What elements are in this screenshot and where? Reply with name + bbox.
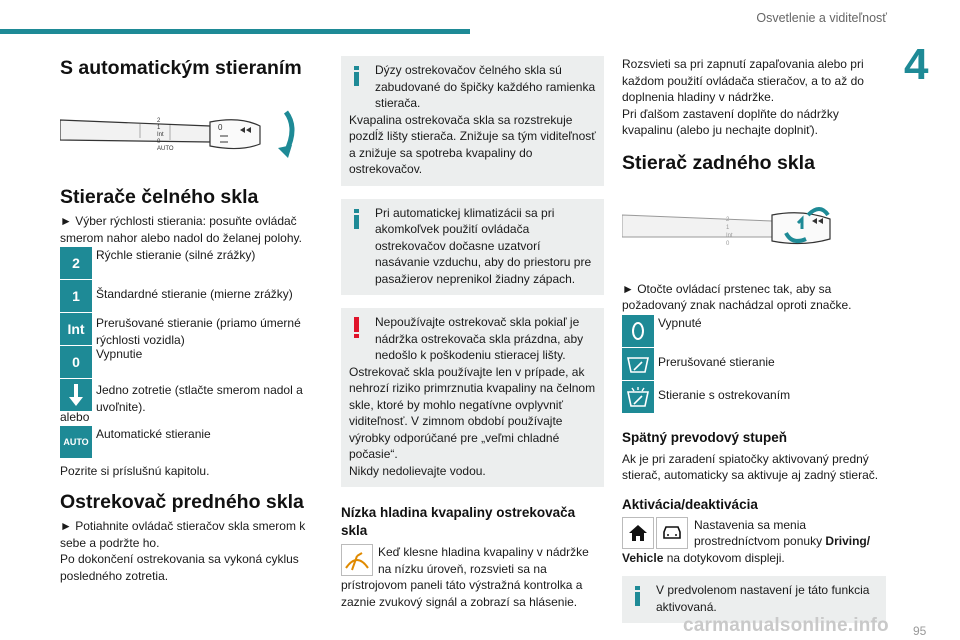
- warning-last: Nikdy nedolievajte vodou.: [349, 463, 486, 478]
- svg-text:2: 2: [726, 216, 730, 223]
- speed-1-icon: 1: [60, 280, 92, 312]
- front-wipers-intro: ► Výber rýchlosti stierania: posuňte ovládač smerom nahor alebo nadol do želanej polohy.: [60, 214, 302, 245]
- heading-activation: Aktivácia/deaktivácia: [622, 496, 758, 512]
- note-nozzles-rest: Kvapalina ostrekovača skla sa rozstrekuje pozdĺž lišty stierača. Znižuje sa tým viditeľnosť a znižuje sa spotreba kvapaliny do ostrekovačov.: [349, 112, 596, 176]
- low-washer-fluid-icon: [341, 544, 373, 576]
- speed-2-icon: 2: [60, 247, 92, 279]
- speed-int-text: Prerušované stieranie (priamo úmerné rýchlosti vozidla): [96, 316, 301, 347]
- indicator-text-2: Pri ďalšom zastavení doplňte do nádržky kvapalinu (alebo ju nechajte doplniť).: [622, 106, 839, 137]
- wiper-stalk-illustration: [60, 92, 312, 174]
- info-note-nozzles: [341, 56, 604, 186]
- auto-icon: AUTO: [60, 426, 92, 458]
- warning-rest: Ostrekovač skla používajte len v prípade, ak nehrozí riziko primrznutia kvapaliny na čelnom skle, ktoré by mohlo negatívne ovplyvniť viditeľnosť. V zimnom období používajte výrobky odporúčané pre „veľmi chladné počasie“.: [349, 364, 596, 461]
- svg-text:2: 2: [157, 118, 161, 124]
- low-fluid-text: Keď klesne hladina kvapaliny v nádržke na nízku úroveň, rozsvieti sa na prístrojovom paneli táto výstražná kontrolka a zaznie zvukový signál a zobrazí sa hlásenie.: [341, 545, 589, 609]
- info-icon: [627, 584, 649, 608]
- speed-row-1: [60, 280, 312, 312]
- intermittent-wiper-icon: [622, 348, 654, 380]
- note-climate-text: Pri automatickej klimatizácii sa pri akomkoľvek použití ovládača ostrekovačov dočasne uzatvorí nasávanie vzduchu, aby do priestoru pre pasažierov neprenikol žiadny zápach.: [375, 205, 592, 286]
- speed-0-icon: 0: [60, 346, 92, 378]
- note-default-text: V predvolenom nastavení je táto funkcia aktivovaná.: [656, 583, 870, 614]
- speed-row-int: [60, 313, 312, 348]
- off-icon: [622, 315, 654, 347]
- rear-row-intermittent: [622, 348, 886, 380]
- rear-intermittent-text: Prerušované stieranie: [658, 354, 775, 369]
- watermark: carmanualsonline.info: [683, 615, 889, 636]
- info-icon: [346, 207, 368, 231]
- speed-row-0: [60, 346, 312, 378]
- speed-single-text: Jedno zotretie (stlačte smerom nadol a uvoľnite).: [96, 383, 303, 414]
- home-icon: [622, 517, 654, 549]
- down-arrow-icon: [60, 379, 92, 411]
- speed-1-text: Štandardné stieranie (mierne zrážky): [96, 287, 293, 301]
- activation-icons: [622, 517, 688, 549]
- rear-wiper-intro: ► Otočte ovládací prstenec tak, aby sa požadovaný znak nachádzal oproti značke.: [622, 281, 852, 312]
- info-note-climate: [341, 199, 604, 296]
- reverse-text: Ak je pri zaradení spiatočky aktivovaný predný stierač, automaticky sa aktivuje aj zadný stierač.: [622, 451, 879, 482]
- svg-text:Int: Int: [157, 132, 164, 138]
- speed-int-icon: Int: [60, 313, 92, 345]
- heading-low-fluid: Nízka hladina kvapaliny ostrekovača skla: [341, 505, 576, 538]
- washer-wiper-icon: [622, 381, 654, 413]
- svg-text:AUTO: AUTO: [157, 146, 174, 152]
- column-right: [622, 16, 886, 623]
- activation-text-post: na dotykovom displeji.: [663, 550, 785, 565]
- chapter-number: 4: [904, 40, 929, 89]
- info-icon: [346, 64, 368, 88]
- warning-icon: [346, 316, 368, 340]
- heading-front-wipers: Stierače čelného skla: [60, 186, 259, 208]
- svg-text:0: 0: [726, 240, 730, 247]
- auto-text: Automatické stieranie: [96, 426, 211, 441]
- or-text: alebo: [60, 410, 90, 424]
- page-number: 95: [913, 624, 927, 638]
- speed-row-2: [60, 247, 312, 279]
- svg-text:1: 1: [157, 125, 161, 131]
- indicator-text-1: Rozsvieti sa pri zapnutí zapaľovania alebo pri každom použití ovládača stieračov, a to až do doplnenia hladiny v nádržke.: [622, 57, 864, 104]
- rear-washer-text: Stieranie s ostrekovaním: [658, 387, 791, 402]
- washer-text-1: ► Potiahnite ovládač stieračov skla smerom k sebe a podržte ho.: [60, 519, 306, 550]
- vehicle-icon: [656, 517, 688, 549]
- heading-front-washer: Ostrekovač predného skla: [60, 491, 304, 513]
- heading-auto-wiping: S automatickým stieraním: [60, 57, 302, 79]
- rear-off-text: Vypnuté: [658, 315, 702, 330]
- svg-text:Int: Int: [726, 232, 733, 239]
- column-middle: [341, 56, 604, 610]
- heading-rear-wiper: Stierač zadného skla: [622, 151, 815, 174]
- svg-text:0: 0: [157, 139, 161, 145]
- menu-path-driving-vehicle: Driving/ Vehicle: [622, 534, 871, 565]
- note-nozzles-first: Dýzy ostrekovačov čelného skla sú zabudované do špičky každého ramienka stierača.: [375, 63, 596, 110]
- warning-note-washer: [341, 308, 604, 487]
- rear-row-washer: [622, 381, 886, 413]
- svg-text:1: 1: [726, 224, 730, 231]
- speed-2-text: Rýchle stieranie (silné zrážky): [96, 248, 256, 262]
- speed-0-text: Vypnutie: [96, 347, 143, 361]
- washer-text-2: Po dokončení ostrekovania sa vykoná cyklus posledného zotretia.: [60, 552, 299, 583]
- svg-text:0: 0: [218, 123, 223, 132]
- warning-first: Nepoužívajte ostrekovač skla pokiaľ je nádržka ostrekovača skla prázdna, aby nedošlo k poškodeniu stieracej lišty.: [375, 315, 584, 362]
- low-fluid-block: [341, 544, 604, 610]
- speed-row-single: [60, 379, 312, 415]
- column-left: [60, 56, 312, 584]
- heading-reverse-gear: Spätný prevodový stupeň: [622, 429, 788, 445]
- auto-row: [60, 426, 312, 458]
- header-section-title: Osvetlenie a viditeľnosť: [756, 11, 887, 25]
- activation-text-pre: Nastavenia sa menia prostredníctvom ponuky: [694, 517, 826, 548]
- header-accent-bar: [0, 29, 470, 34]
- rear-wiper-stalk-illustration: [622, 185, 886, 267]
- chapter-reference: Pozrite si príslušnú kapitolu.: [60, 463, 210, 478]
- rear-row-off: [622, 315, 886, 347]
- activation-block: [622, 517, 886, 567]
